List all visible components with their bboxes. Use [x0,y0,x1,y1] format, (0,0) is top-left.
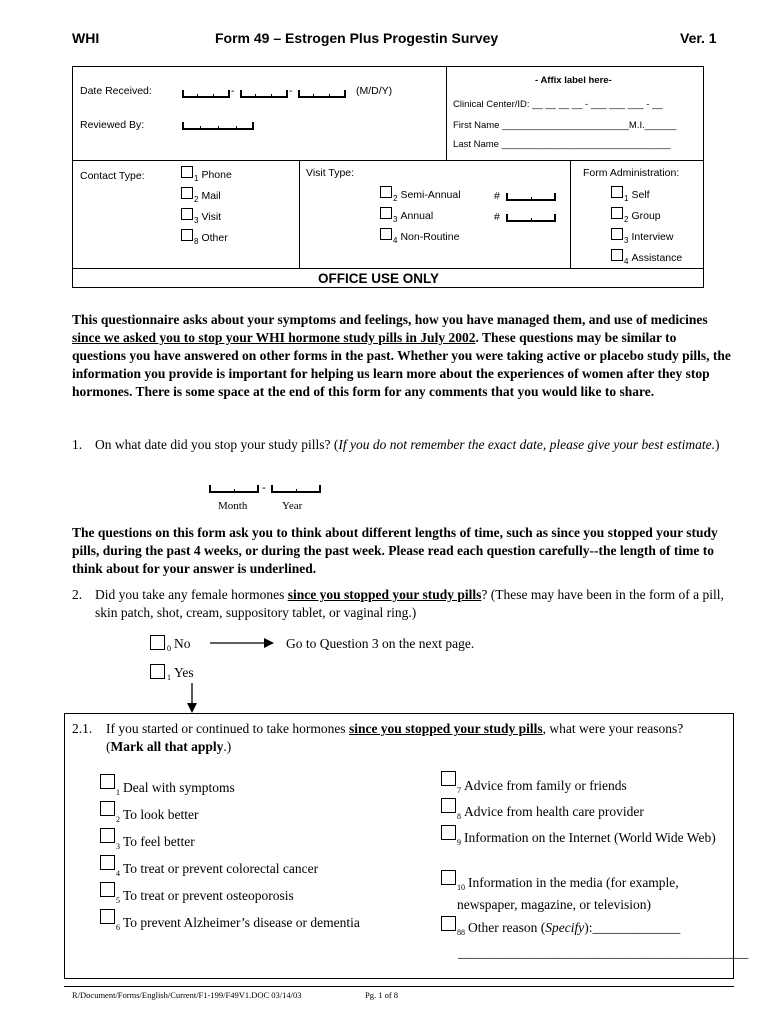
q2-no-checkbox[interactable] [150,635,165,650]
q2-skip-arrow-icon [210,637,274,649]
admin-group-option: $_2$ Group [624,210,661,224]
q2-number: 2. [72,587,83,602]
contact-visit-option: $_3$ Visit [194,211,222,225]
admin-self-checkbox[interactable] [611,186,623,198]
contact-type-label: Contact Type: [80,170,145,182]
visit-number-field-1[interactable] [506,190,556,202]
form-title: Form 49 – Estrogen Plus Progestin Survey [215,30,499,46]
reason-symptoms-checkbox[interactable] [100,774,115,789]
reason-osteoporosis-option: $_5$ To treat or prevent osteoporosis [116,888,294,905]
q2-skip-instruction: Go to Question 3 on the next page. [286,636,475,651]
reason-feel-better-option: $_3$ To feel better [116,834,195,851]
reason-look-better-checkbox[interactable] [100,801,115,816]
reason-media-option: $_{10}$ Information in the media (for example, newspaper, magazine, or television) [457,875,679,912]
q1-year-label: Year [282,500,303,512]
visit-number-hash: # [494,190,500,202]
reason-internet-option: $_9$ Information on the Internet (World Wide Web) [457,830,716,847]
reason-provider-advice-checkbox[interactable] [441,798,456,813]
study-name: WHI [72,30,100,46]
q2-yes-arrow-icon [186,683,198,713]
reason-other-checkbox[interactable] [441,916,456,931]
last-name-line: Last Name ________________________________ [453,139,671,150]
time-note-paragraph: The questions on this form ask you to think about different lengths of time, such as since you stopped your study pills, during the past 4 weeks, or during the past week. Please read each question carefully--the length of time to think about for your answer is underlined. [72,525,718,576]
reason-osteoporosis-checkbox[interactable] [100,882,115,897]
q21-text: If you started or continued to take hormones since you stopped your study pills, what were your reasons? (Mark all that apply.) [106,721,684,754]
first-name-line: First Name ________________________M.I.______ [453,120,677,131]
admin-assistance-checkbox[interactable] [611,249,623,261]
reason-media-checkbox[interactable] [441,870,456,885]
admin-interview-checkbox[interactable] [611,228,623,240]
clinical-center-line: Clinical Center/ID: __ __ __ __ - ___ ___ ___ - __ [453,99,663,110]
reason-provider-advice-option: $_8$ Advice from health care provider [457,804,644,821]
contact-other-checkbox[interactable] [181,229,193,241]
contact-phone-checkbox[interactable] [181,166,193,178]
contact-phone-option: $_1$ Phone [194,169,232,183]
reason-look-better-option: $_2$ To look better [116,807,199,824]
visit-semiannual-option: $_2$ Semi-Annual [393,189,461,203]
visit-semiannual-checkbox[interactable] [380,186,392,198]
q1-date-field[interactable]: - [209,483,323,495]
date-format-hint: (M/D/Y) [356,85,393,97]
reason-feel-better-checkbox[interactable] [100,828,115,843]
q21-number: 2.1. [72,721,93,736]
reason-internet-checkbox[interactable] [441,825,456,840]
contact-visit-checkbox[interactable] [181,208,193,220]
contact-other-option: $_8$ Other [194,232,228,246]
contact-mail-option: $_2$ Mail [194,190,221,204]
q1-month-label: Month [218,500,248,512]
visit-number-field-2[interactable] [506,211,556,223]
reason-other-option: $_{88}$ Other reason (Specify):_____________ [457,920,681,937]
reason-symptoms-option: $_1$ Deal with symptoms [116,780,235,797]
office-use-only-label: OFFICE USE ONLY [318,271,440,286]
visit-number-hash-2: # [494,211,500,223]
reason-alzheimers-option: $_6$ To prevent Alzheimer’s disease or dementia [116,915,360,932]
footer-path: R/Document/Forms/English/Current/F1-199/F49V1.DOC 03/14/03 [72,990,302,1000]
date-received-label: Date Received: [80,85,152,97]
admin-group-checkbox[interactable] [611,207,623,219]
admin-interview-option: $_3$ Interview [624,231,674,245]
visit-type-label: Visit Type: [306,167,355,179]
reviewed-by-label: Reviewed By: [80,119,145,131]
q2-yes-checkbox[interactable] [150,664,165,679]
footer-page-number: Pg. 1 of 8 [365,990,399,1000]
affix-label-note: - Affix label here- [535,75,612,86]
contact-mail-checkbox[interactable] [181,187,193,199]
intro-paragraph: This questionnaire asks about your symptoms and feelings, how you have managed them, and use of medicines since we asked you to stop your WHI hormone study pills in July 2002. These questions may be similar to questions you have answered on other forms in the past. Whether you were taking active or placebo study pills, the information you provide is important for helping us learn more about the experiences of women after they stop hormones. There is some space at the end of this form for any comments that you would like to share. [72,312,731,399]
q2-text: Did you take any female hormones since you stopped your study pills? (These may have been in the form of a pill, skin patch, shot, cream, suppository tablet, or vaginal ring.) [95,587,724,620]
admin-assistance-option: $_4$ Assistance [624,252,683,266]
form-version: Ver. 1 [680,30,717,46]
q1-number: 1. [72,437,83,452]
visit-nonroutine-option: $_4$ Non-Routine [393,231,460,245]
form-admin-label: Form Administration: [583,167,680,179]
reason-other-specify-line[interactable]: ___________________________________________ [458,945,749,960]
reason-colorectal-option: $_4$ To treat or prevent colorectal cancer [116,861,319,878]
visit-annual-checkbox[interactable] [380,207,392,219]
reviewed-by-field[interactable] [182,119,254,131]
reason-alzheimers-checkbox[interactable] [100,909,115,924]
q1-text: On what date did you stop your study pills? (If you do not remember the exact date, please give your best estimate.) [95,437,720,452]
q2-yes-option: $_1$ Yes [167,665,194,682]
reason-family-advice-option: $_7$ Advice from family or friends [457,778,627,795]
q2-no-option: $_0$ No [167,636,191,653]
admin-self-option: $_1$ Self [624,189,650,203]
reason-family-advice-checkbox[interactable] [441,771,456,786]
visit-nonroutine-checkbox[interactable] [380,228,392,240]
reason-colorectal-checkbox[interactable] [100,855,115,870]
visit-annual-option: $_3$ Annual [393,210,434,224]
date-received-field[interactable]: - - [182,86,348,100]
